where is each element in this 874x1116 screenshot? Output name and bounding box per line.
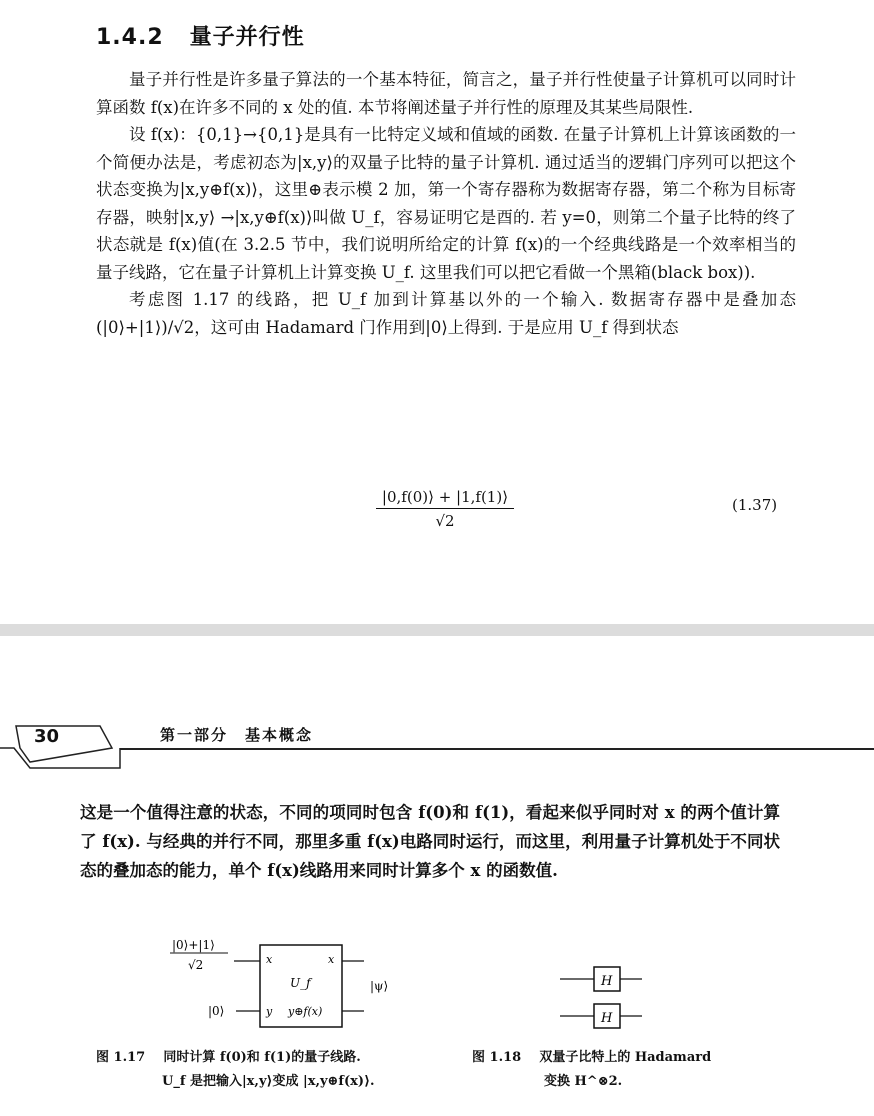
- caption-1-17-line1: 同时计算 f(0)和 f(1)的量子线路.: [163, 1050, 361, 1065]
- equation-denominator: √2: [435, 512, 455, 530]
- input-top-numerator: |0⟩+|1⟩: [172, 938, 215, 952]
- header-rule: [120, 748, 874, 750]
- port-x-in: x: [266, 953, 273, 966]
- figure-1-18-caption: [472, 1046, 711, 1094]
- gate-label: U_f: [290, 976, 311, 990]
- gate-bottom-label: H: [601, 1011, 613, 1026]
- port-y-out: y⊕f(x): [288, 1005, 323, 1018]
- port-y-in: y: [266, 1005, 273, 1018]
- caption-1-18-line2: 变换 H^⊗2.: [544, 1074, 623, 1089]
- paragraph-state-remark: 这是一个值得注意的状态，不同的项同时包含 f(0)和 f(1)，看起来似乎同时对 x 的两个值计算了 f(x). 与经典的并行不同，那里多重 f(x)电路同时运行，而这里，利用量子计算机处于不同状态的叠加态的能力，单个 f(x)线路用来同时计算多个 x 的函数值.: [80, 803, 780, 880]
- body-text: [96, 66, 796, 341]
- section-number: 1.4.2: [96, 25, 164, 50]
- body-text-2: [80, 798, 780, 885]
- equation-1-37: [340, 488, 550, 530]
- page-divider: [0, 624, 874, 636]
- equation-numerator: |0,f(0)⟩ + |1,f(1)⟩: [376, 488, 514, 509]
- caption-1-18-line1: 双量子比特上的 Hadamard: [539, 1050, 712, 1065]
- input-top-denominator: √2: [188, 958, 204, 972]
- input-bottom: |0⟩: [208, 1004, 225, 1018]
- part-title: 第一部分 基本概念: [160, 726, 314, 744]
- figure-1-17-caption: [96, 1046, 375, 1094]
- output-state: |ψ⟩: [370, 979, 389, 993]
- equation-label: (1.37): [732, 496, 778, 514]
- caption-1-17-line2: U_f 是把输入|x,y⟩变成 |x,y⊕f(x)⟩.: [162, 1074, 375, 1089]
- paragraph-circuit: 考虑图 1.17 的线路，把 U_f 加到计算基以外的一个输入. 数据寄存器中是叠加态(|0⟩+|1⟩)/√2，这可由 Hadamard 门作用到|0⟩上得到. 于是应用 U_f 得到状态: [96, 290, 796, 337]
- caption-1-17-label: 图 1.17: [96, 1050, 146, 1065]
- figure-1-17-circuit: [160, 935, 420, 1035]
- section-title: 量子并行性: [189, 25, 305, 50]
- page-number-tab: [0, 712, 140, 772]
- paragraph-function: 设 f(x)：{0,1}→{0,1}是具有一比特定义域和值域的函数. 在量子计算机上计算该函数的一个简便办法是，考虑初态为|x,y⟩的双量子比特的量子计算机. 通过适当的逻辑门序列可以把这个状态变换为|x,y⊕f(x)⟩，这里⊕表示模 2 加，第一个寄存器称为数据寄存器，第二个称为目标寄存器，映射|x,y⟩ →|x,y⊕f(x)⟩叫做 U_f，容易证明它是酉的. 若 y=0，则第二个量子比特的终了状态就是 f(x)值(在 3.2.5 节中，我们说明所给定的计算 f(x)的一个经典线路是一个效率相当的量子线路，它在量子计算机上计算变换 U_f. 这里我们可以把它看做一个黑箱(black box)).: [96, 125, 796, 282]
- figure-1-18-circuit: [560, 962, 650, 1032]
- port-x-out: x: [328, 953, 335, 966]
- section-heading: [96, 20, 305, 51]
- paragraph-intro: 量子并行性是许多量子算法的一个基本特征，简言之，量子并行性使量子计算机可以同时计算函数 f(x)在许多不同的 x 处的值. 本节将阐述量子并行性的原理及其某些局限性.: [96, 70, 796, 117]
- gate-top-label: H: [601, 974, 613, 989]
- caption-1-18-label: 图 1.18: [472, 1050, 522, 1065]
- page-number: 30: [34, 726, 60, 747]
